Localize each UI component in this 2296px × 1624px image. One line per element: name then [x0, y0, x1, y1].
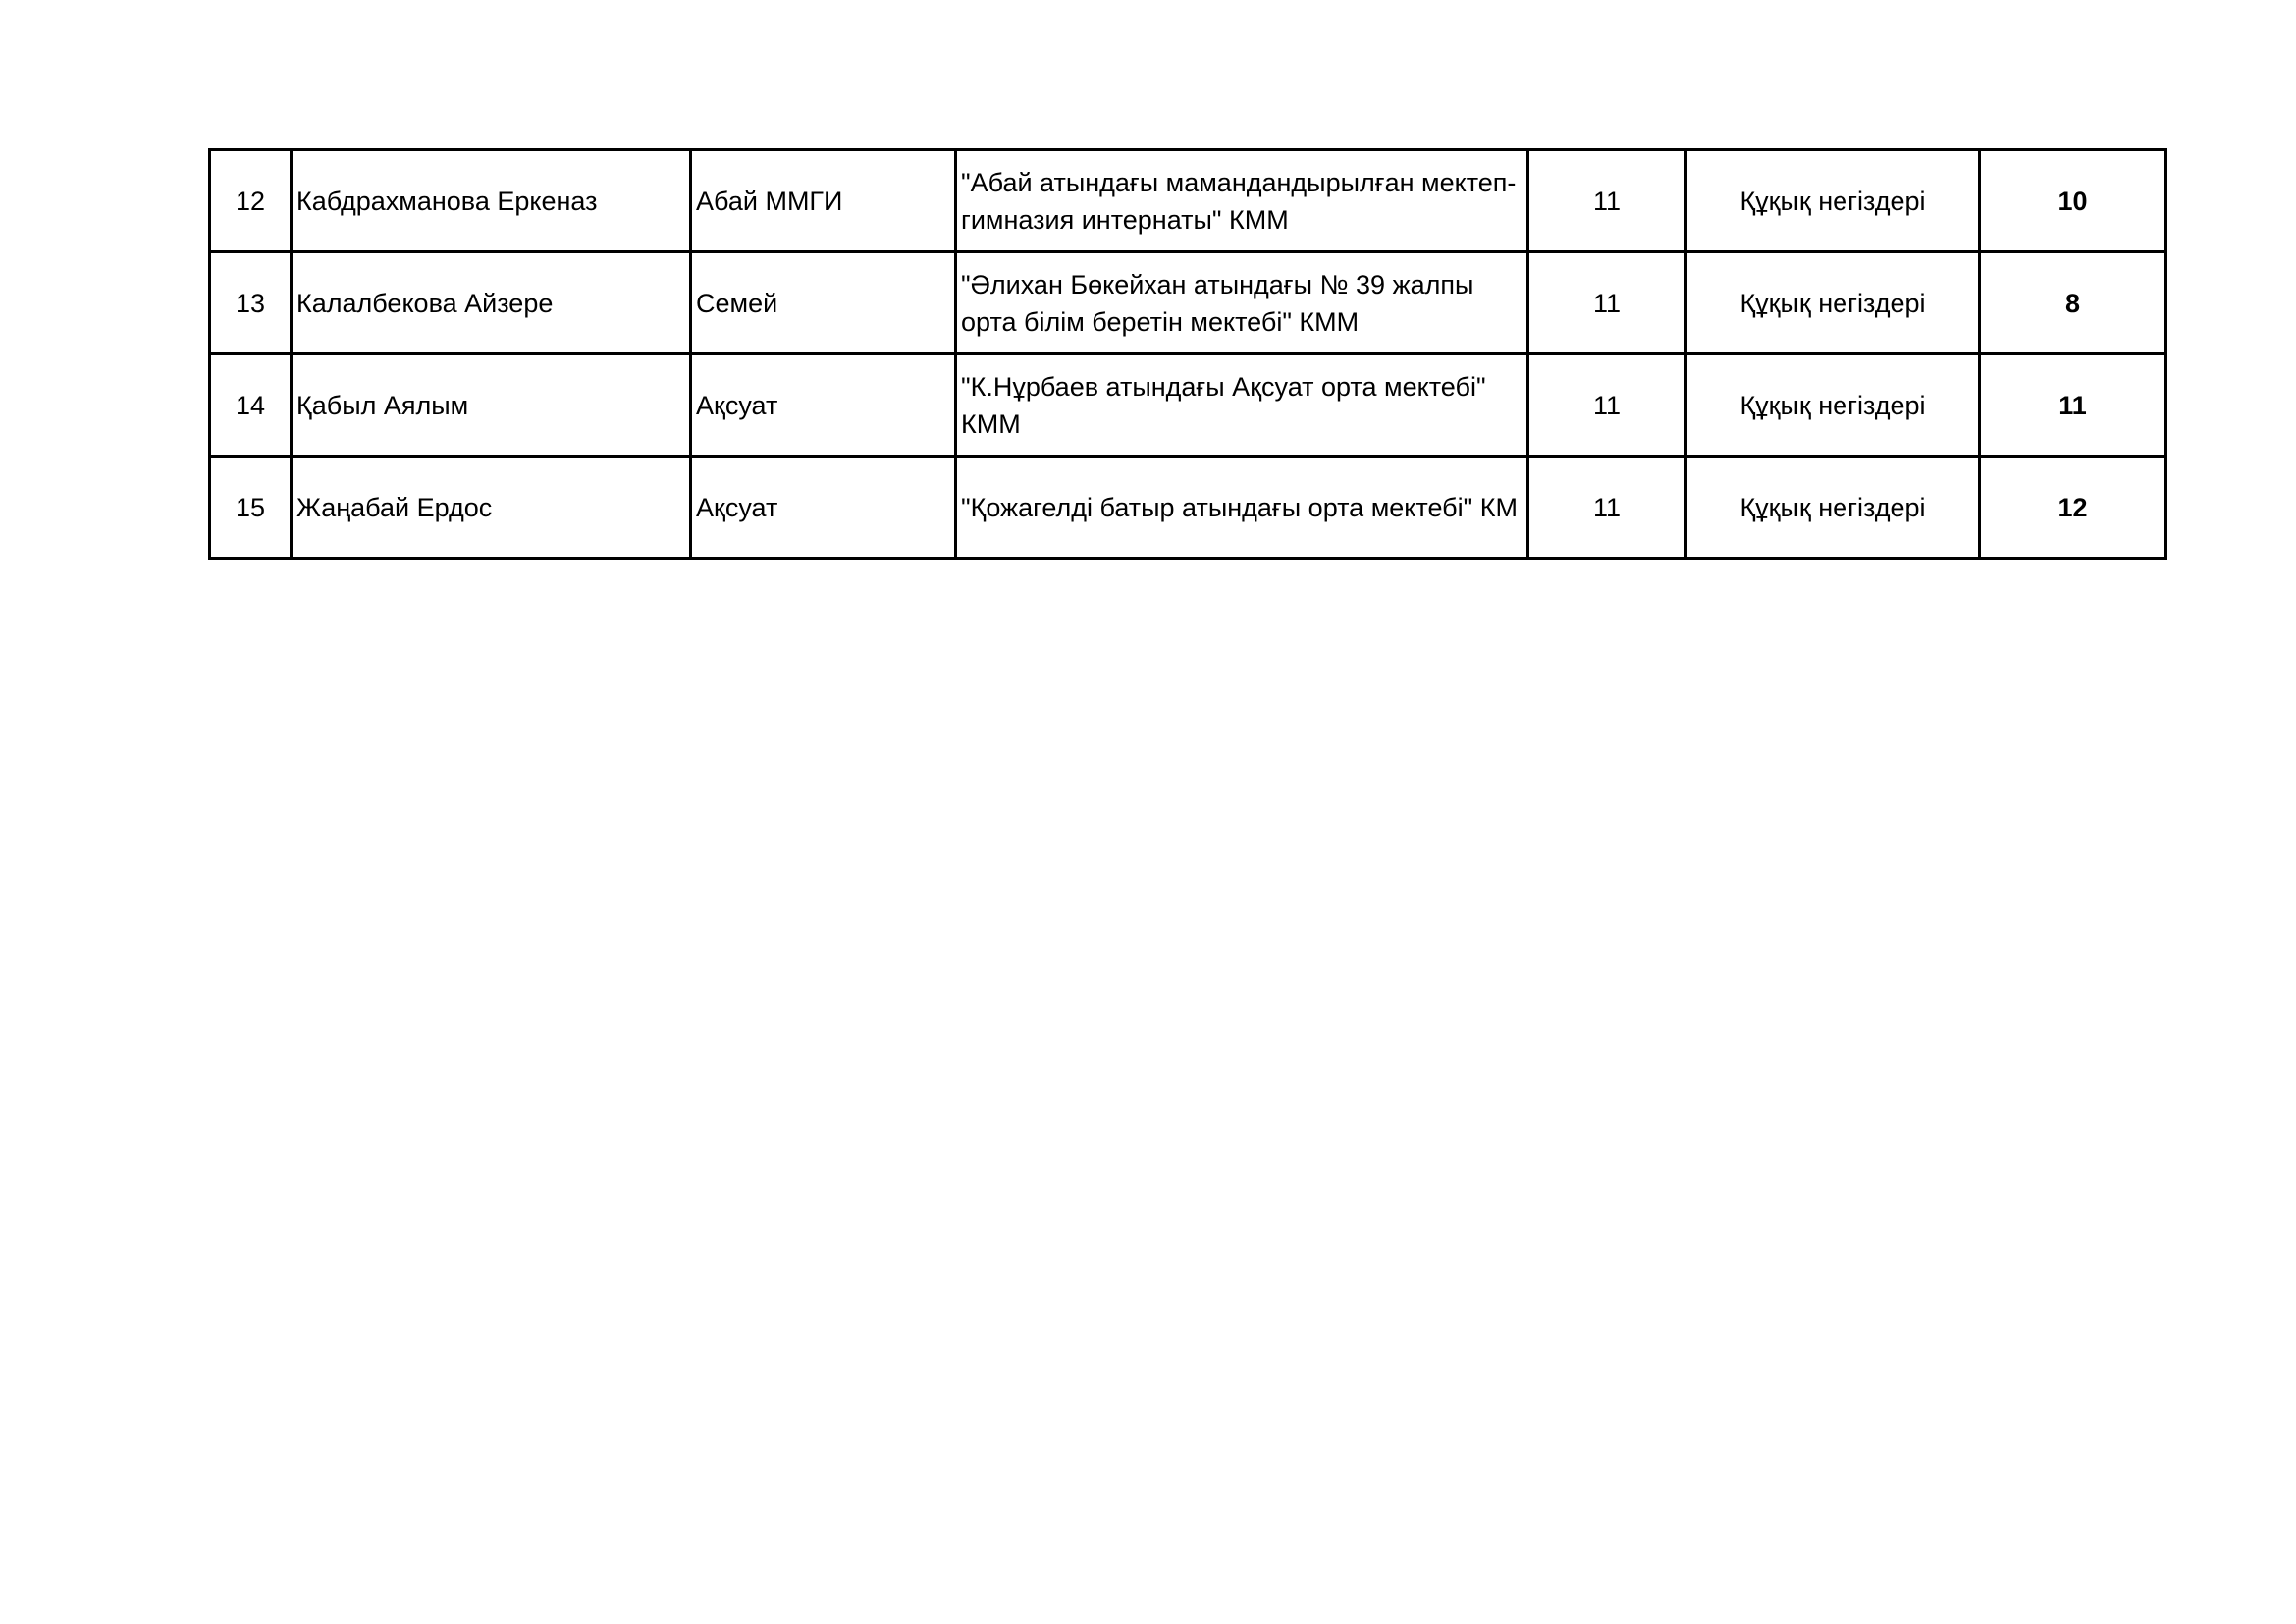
- student-name-cell: Калалбекова Айзере: [292, 252, 691, 354]
- grade-cell: 11: [1528, 457, 1686, 559]
- row-number-cell: 14: [210, 354, 292, 457]
- school-cell: "Қожагелді батыр атындағы орта мектебі" КМ: [956, 457, 1528, 559]
- grade-cell: 11: [1528, 252, 1686, 354]
- subject-cell: Құқық негіздері: [1686, 354, 1980, 457]
- results-table: [208, 148, 2167, 560]
- score-cell: 8: [1980, 252, 2166, 354]
- table-row: [210, 457, 2166, 559]
- table-row: [210, 354, 2166, 457]
- student-name-cell: Кабдрахманова Еркеназ: [292, 150, 691, 252]
- student-name-cell: Қабыл Аялым: [292, 354, 691, 457]
- school-cell: "К.Нұрбаев атындағы Ақсуат орта мектебі" КММ: [956, 354, 1528, 457]
- row-number-cell: 13: [210, 252, 292, 354]
- student-name-cell: Жаңабай Ердос: [292, 457, 691, 559]
- score-cell: 10: [1980, 150, 2166, 252]
- region-cell: Семей: [691, 252, 956, 354]
- row-number-cell: 12: [210, 150, 292, 252]
- region-cell: Абай ММГИ: [691, 150, 956, 252]
- table-row: [210, 150, 2166, 252]
- region-cell: Ақсуат: [691, 457, 956, 559]
- row-number-cell: 15: [210, 457, 292, 559]
- grade-cell: 11: [1528, 354, 1686, 457]
- region-cell: Ақсуат: [691, 354, 956, 457]
- subject-cell: Құқық негіздері: [1686, 457, 1980, 559]
- school-cell: "Абай атындағы мамандандырылған мектеп-гимназия интернаты" КММ: [956, 150, 1528, 252]
- score-cell: 11: [1980, 354, 2166, 457]
- subject-cell: Құқық негіздері: [1686, 150, 1980, 252]
- school-cell: "Әлихан Бөкейхан атындағы № 39 жалпы орта білім беретін мектебі" КММ: [956, 252, 1528, 354]
- score-cell: 12: [1980, 457, 2166, 559]
- grade-cell: 11: [1528, 150, 1686, 252]
- subject-cell: Құқық негіздері: [1686, 252, 1980, 354]
- table-row: [210, 252, 2166, 354]
